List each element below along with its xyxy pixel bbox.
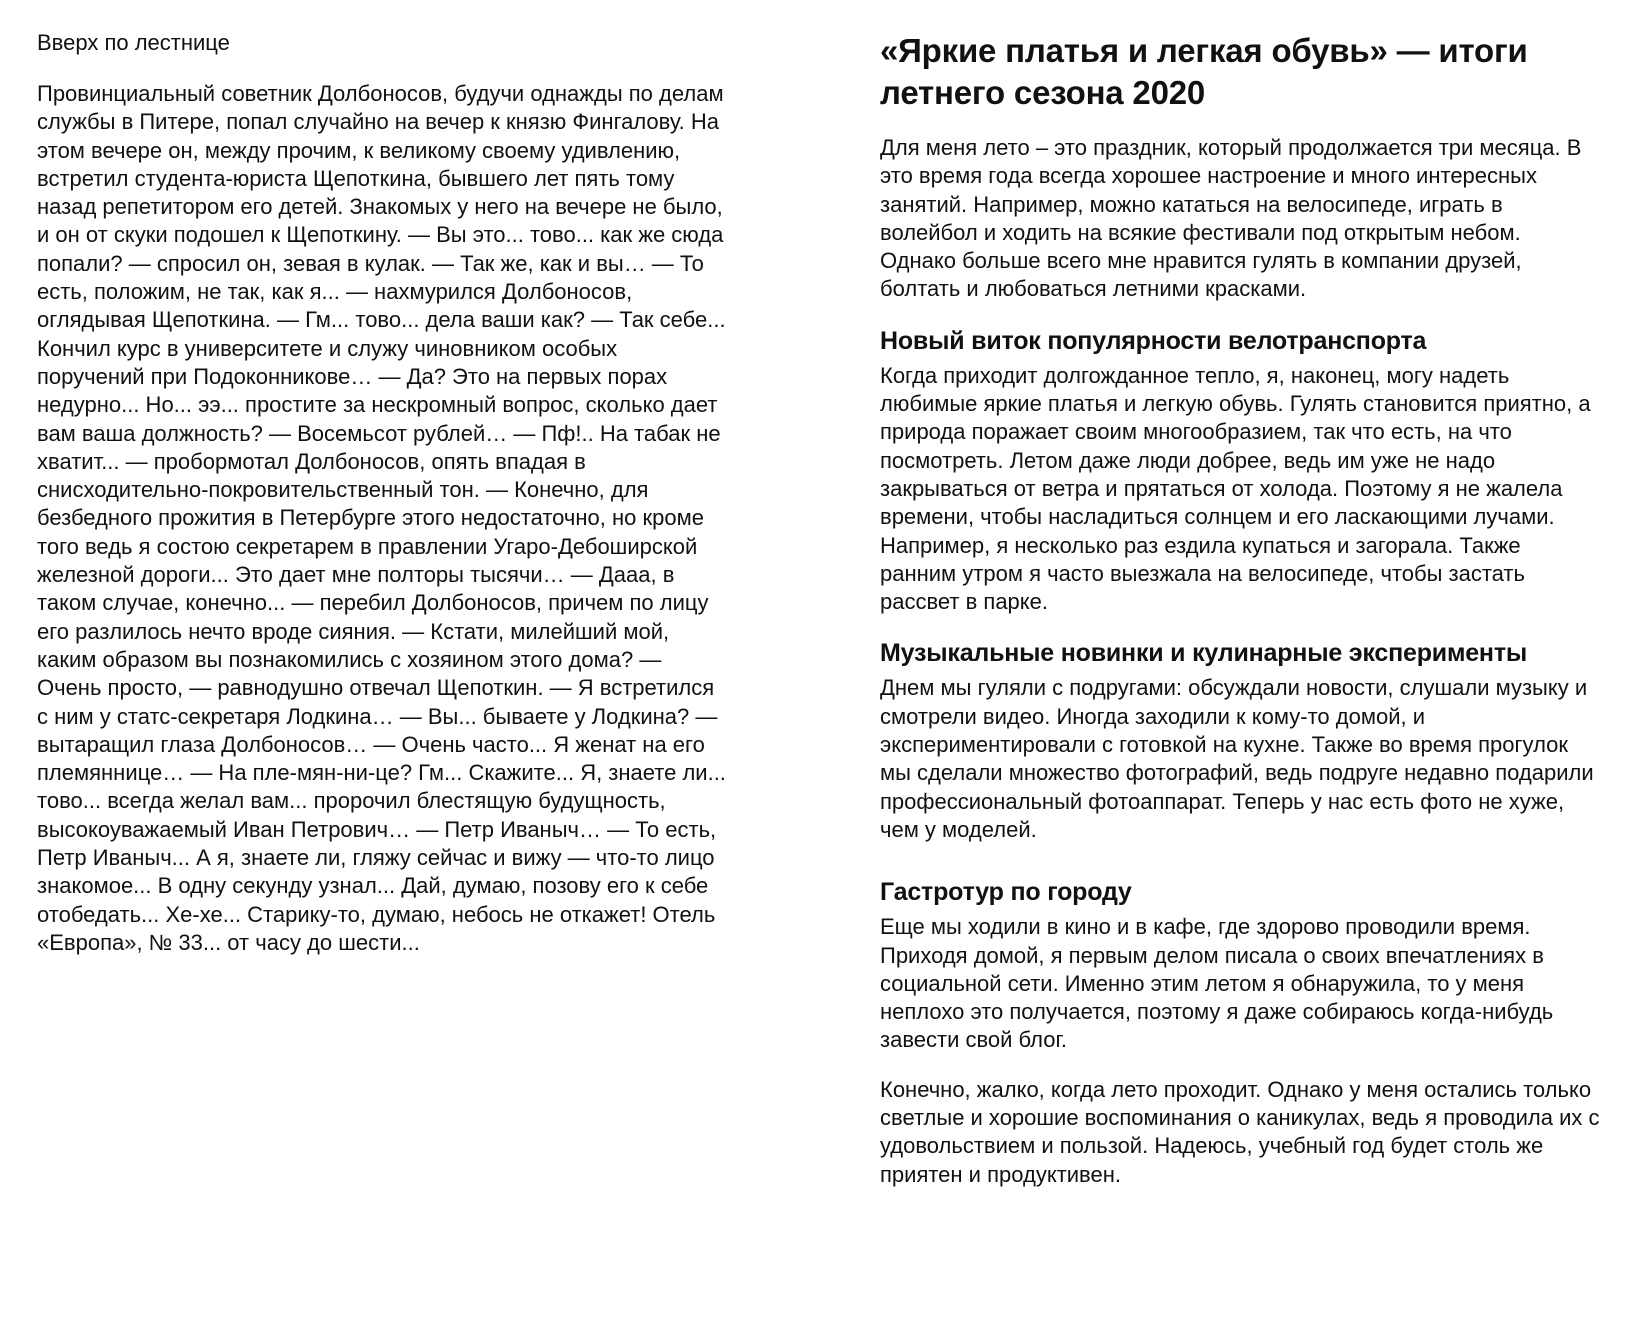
section-heading-bicycles: Новый виток популярности велотранспорта (880, 326, 1427, 355)
section-heading-gastro: Гастротур по городу (880, 878, 1132, 907)
conclusion-paragraph: Конечно, жалко, когда лето проходит. Однако у меня остались только светлые и хорошие воспоминания о каникулах, ведь я проводила их с удовольствием и пользой. Надеюсь, учебный год будет столь же приятен и продуктивен. (880, 1076, 1600, 1187)
left-body-text: Провинциальный советник Долбоносов, будучи однажды по делам службы в Питере, попал случайно на вечер к князю Фингалову. На этом вечере он, между прочим, к великому своему удивлению, встретил студента-юриста Щепоткина, бывшего лет пять тому назад репетитором его детей. Знакомых у него на вечере не было, и он от скуки подошел к Щепоткину. — Вы это... тово... как же сюда попали? — спросил он, зевая в кулак. — Так же, как и вы… — То есть, положим, не так, как я... — нахмурился Долбоносов, оглядывая Щепоткина. — Гм... тово... дела ваши как? — Так себе... Кончил курс в университете и служу чиновником особых поручений при Подоконникове… — Да? Это на первых порах недурно... Но... ээ... простите за нескромный вопрос, сколько дает вам ваша должность? — Восемьсот рублей… — Пф!.. На табак не хватит... — пробормотал Долбоносов, опять впадая в снисходительно-покровительственный тон. — Конечно, для безбедного прожития в Петербурге этого недостаточно, но кроме того ведь я состою секретарем в правлении Угаро-Дебоширской железной дороги... Это дает мне полторы тысячи… — Дааа, в таком случае, конечно... — перебил Долбоносов, причем по лицу его разлилось нечто вроде сияния. — Кстати, милейший мой, каким образом вы познакомились с хозяином этого дома? — Очень просто, — равнодушно отвечал Щепоткин. — Я встретился с ним у статс-секретаря Лодкина… — Вы... бываете у Лодкина? — вытаращил глаза Долбоносов… — Очень часто... Я женат на его племяннице… — На пле-мян-ни-це? Гм... Скажите... Я, знаете ли... тово... всегда желал вам... пророчил блестящую будущность, высокоуважаемый Иван Петрович… — Петр Иваныч… — То есть, Петр Иваныч... А я, знаете ли, гляжу сейчас и вижу — что-то лицо знакомое... В одну секунду узнал... Дай, думаю, позову его к себе отобедать... Хе-хе... Старику-то, думаю, небось не откажет! Отель «Европа», № 33... от часу до шести... (37, 81, 726, 955)
intro-paragraph: Для меня лето – это праздник, который продолжается три месяца. В это время года всегда хорошее настроение и много интересных занятий. Например, можно кататься на велосипеде, играть в волейбол и ходить на всякие фестивали под открытым небом. Однако больше всего мне нравится гулять в компании друзей, болтать и любоваться летними красками. (880, 135, 1582, 302)
section-text-gastro: Еще мы ходили в кино и в кафе, где здорово проводили время. Приходя домой, я первым делом писала о своих впечатлениях в социальной сети. Именно этим летом я обнаружила, то у меня неплохо это получается, поэтому я даже собираюсь когда-нибудь завести свой блог. (880, 914, 1554, 1053)
left-title: Вверх по лестнице (37, 30, 230, 55)
left-column (37, 28, 727, 957)
right-column (880, 30, 1600, 1189)
article-title: «Яркие платья и легкая обувь» — итоги летнего сезона 2020 (880, 32, 1528, 111)
section-text-bicycles: Когда приходит долгожданное тепло, я, наконец, могу надеть любимые яркие платья и легкую обувь. Гулять становится приятно, а природа поражает своим многообразием, так что есть, на что посмотреть. Летом даже люди добрее, ведь им уже не надо закрываться от ветра и прятаться от холода. Поэтому я не жалела времени, чтобы насладиться солнцем и его ласкающими лучами. Например, я несколько раз ездила купаться и загорала. Также ранним утром я часто выезжала на велосипеде, чтобы застать рассвет в парке. (880, 362, 1591, 615)
section-text-music: Днем мы гуляли с подругами: обсуждали новости, слушали музыку и смотрели видео. Иногда заходили к кому-то домой, и экспериментировали с готовкой на кухне. Также во время прогулок мы сделали множество фотографий, ведь подруге недавно подарили профессиональный фотоаппарат. Теперь у нас есть фото не хуже, чем у моделей. (880, 675, 1594, 842)
section-heading-music: Музыкальные новинки и кулинарные эксперименты (880, 639, 1528, 668)
